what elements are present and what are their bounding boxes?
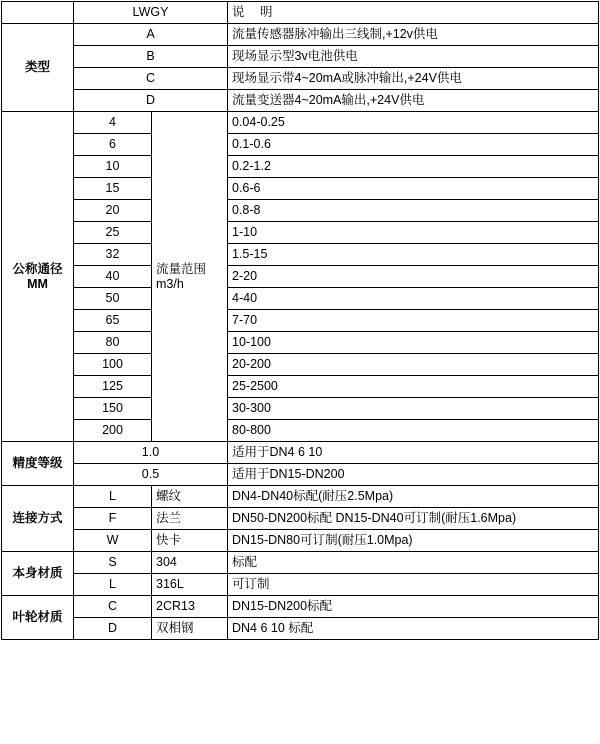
table-row (2, 112, 599, 134)
row-desc: 0.2-1.2 (228, 156, 599, 178)
row-code: D (74, 618, 152, 640)
row-desc: 流量变送器4~20mA输出,+24V供电 (228, 90, 599, 112)
table-row (2, 68, 599, 90)
row-code: 50 (74, 288, 152, 310)
table-row (2, 156, 599, 178)
row-code: S (74, 552, 152, 574)
table-row (2, 376, 599, 398)
row-code: 20 (74, 200, 152, 222)
row-code: 15 (74, 178, 152, 200)
row-desc: 0.1-0.6 (228, 134, 599, 156)
row-desc: 现场显示型3v电池供电 (228, 46, 599, 68)
row-mid: 双相钢 (152, 618, 228, 640)
row-mid: 法兰 (152, 508, 228, 530)
table-row (2, 354, 599, 376)
row-code: 40 (74, 266, 152, 288)
row-code: 1.0 (74, 442, 228, 464)
row-desc: 0.8-8 (228, 200, 599, 222)
row-desc: 10-100 (228, 332, 599, 354)
header-blank-cell (2, 2, 74, 24)
table-row (2, 442, 599, 464)
table-header-row (2, 2, 599, 24)
row-label-impeller-material: 叶轮材质 (2, 596, 74, 640)
row-code: 0.5 (74, 464, 228, 486)
table-row (2, 332, 599, 354)
row-desc: 80-800 (228, 420, 599, 442)
row-code: L (74, 486, 152, 508)
header-code-cell: LWGY (74, 2, 228, 24)
row-desc: 7-70 (228, 310, 599, 332)
row-desc: 标配 (228, 552, 599, 574)
row-desc: DN50-DN200标配 DN15-DN40可订制(耐压1.6Mpa) (228, 508, 599, 530)
row-code: L (74, 574, 152, 596)
row-code: D (74, 90, 228, 112)
table-row (2, 530, 599, 552)
table-row (2, 596, 599, 618)
row-code: C (74, 596, 152, 618)
row-code: W (74, 530, 152, 552)
row-desc: 现场显示带4~20mA或脉冲输出,+24V供电 (228, 68, 599, 90)
row-label-type: 类型 (2, 24, 74, 112)
row-desc: 适用于DN15-DN200 (228, 464, 599, 486)
row-mid-flow-range (152, 112, 228, 442)
mid-line-1: 流量范围 (156, 262, 207, 277)
row-code: A (74, 24, 228, 46)
table-row (2, 288, 599, 310)
table-row (2, 420, 599, 442)
row-code: 25 (74, 222, 152, 244)
table-row (2, 24, 599, 46)
row-code: 32 (74, 244, 152, 266)
row-code: 65 (74, 310, 152, 332)
row-desc: DN4-DN40标配(耐压2.5Mpa) (228, 486, 599, 508)
row-code: 4 (74, 112, 152, 134)
row-desc: 25-2500 (228, 376, 599, 398)
table-row (2, 244, 599, 266)
row-desc: DN15-DN80可订制(耐压1.0Mpa) (228, 530, 599, 552)
table-row (2, 464, 599, 486)
row-mid: 快卡 (152, 530, 228, 552)
table-row (2, 266, 599, 288)
table-row (2, 398, 599, 420)
row-code: 200 (74, 420, 152, 442)
table-row (2, 486, 599, 508)
label-line-1: 公称通径 (12, 262, 63, 277)
table-row (2, 178, 599, 200)
row-desc: 2-20 (228, 266, 599, 288)
row-code: 125 (74, 376, 152, 398)
row-desc: 20-200 (228, 354, 599, 376)
table-row (2, 552, 599, 574)
row-label-nominal-diameter (2, 112, 74, 442)
row-label-connection: 连接方式 (2, 486, 74, 552)
table-row (2, 90, 599, 112)
row-code: 80 (74, 332, 152, 354)
row-code: F (74, 508, 152, 530)
row-desc: 30-300 (228, 398, 599, 420)
table-row (2, 46, 599, 68)
row-desc: 流量传感器脉冲输出三线制,+12v供电 (228, 24, 599, 46)
row-desc: DN15-DN200标配 (228, 596, 599, 618)
row-code: 150 (74, 398, 152, 420)
row-desc: 0.04-0.25 (228, 112, 599, 134)
row-code: B (74, 46, 228, 68)
specification-table (1, 1, 599, 640)
row-desc: 适用于DN4 6 10 (228, 442, 599, 464)
row-desc: 1.5-15 (228, 244, 599, 266)
row-mid: 2CR13 (152, 596, 228, 618)
row-label-accuracy: 精度等级 (2, 442, 74, 486)
row-label-body-material: 本身材质 (2, 552, 74, 596)
table-row (2, 134, 599, 156)
row-mid: 螺纹 (152, 486, 228, 508)
row-mid: 304 (152, 552, 228, 574)
row-desc: DN4 6 10 标配 (228, 618, 599, 640)
label-line-2: MM (27, 276, 48, 291)
row-desc: 4-40 (228, 288, 599, 310)
table-row (2, 222, 599, 244)
table-row (2, 574, 599, 596)
row-desc: 可订制 (228, 574, 599, 596)
row-mid: 316L (152, 574, 228, 596)
row-desc: 1-10 (228, 222, 599, 244)
table-row (2, 200, 599, 222)
table-row (2, 310, 599, 332)
row-desc: 0.6-6 (228, 178, 599, 200)
mid-line-2: m3/h (156, 276, 184, 291)
row-code: 6 (74, 134, 152, 156)
row-code: C (74, 68, 228, 90)
table-row (2, 508, 599, 530)
row-code: 100 (74, 354, 152, 376)
row-code: 10 (74, 156, 152, 178)
header-desc-cell: 说 明 (228, 2, 599, 24)
table-row (2, 618, 599, 640)
